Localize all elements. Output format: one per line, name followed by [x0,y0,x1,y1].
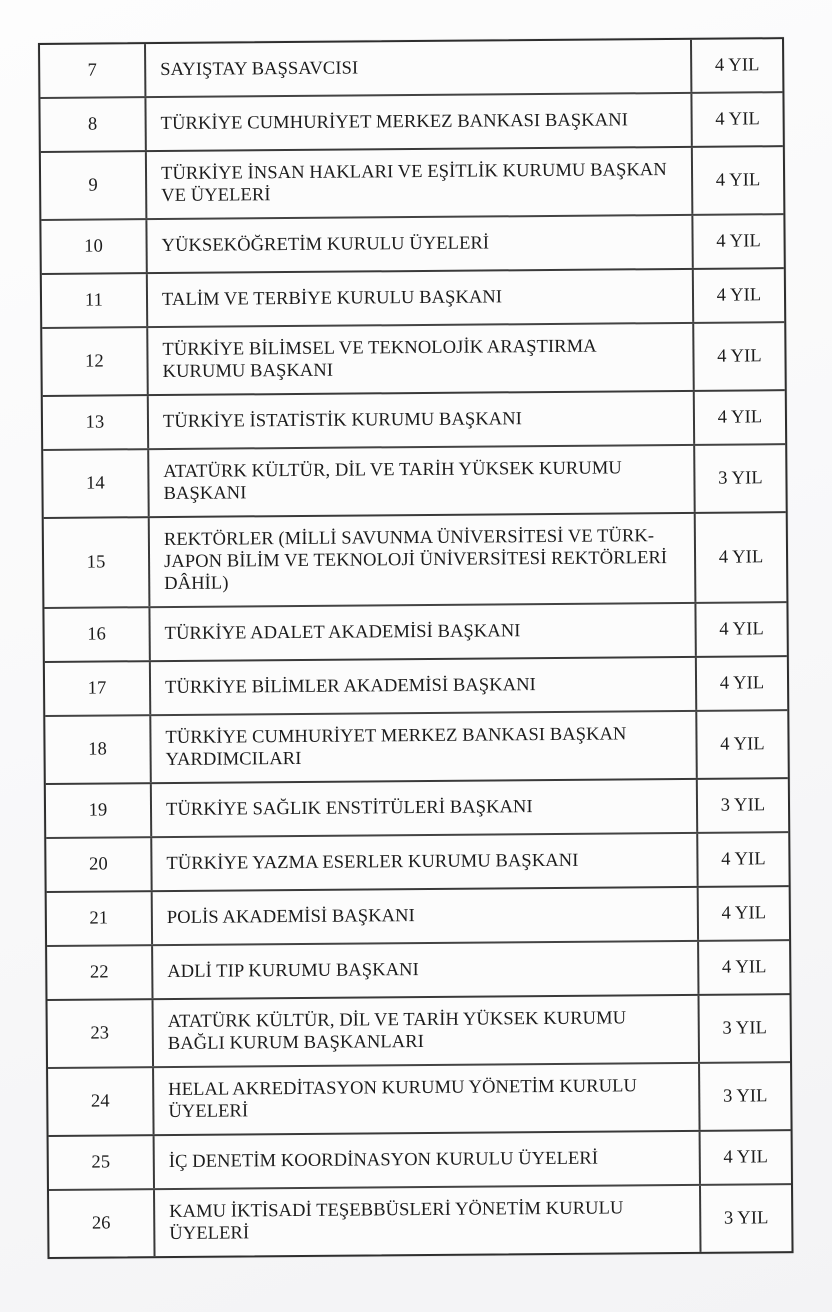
table-row [41,145,784,219]
row-duration-cell: 3 YIL [722,1018,768,1039]
row-number-cell: 7 [87,60,97,81]
row-duration-cell: 4 YIL [717,346,762,367]
table-row [46,831,788,891]
row-title-cell: TÜRKİYE YAZMA ESERLER KURUMU BAŞKANI [150,834,698,890]
row-number-cell: 19 [88,800,108,821]
row-title-cell: KAMU İKTİSADİ TEŞEBBÜSLERİ YÖNETİM KURULU ÜYELERİ [153,1186,702,1256]
table-row [41,213,783,273]
row-title-cell: TÜRKİYE BİLİMSEL VE TEKNOLOJİK ARAŞTIRMA KURUMU BAŞKANI [146,324,695,394]
row-title-cell: ATATÜRK KÜLTÜR, DİL VE TARİH YÜKSEK KURUMU BAŞKANI [147,446,696,516]
row-duration-cell: 4 YIL [719,619,764,640]
row-title-cell: HELAL AKREDİTASYON KURUMU YÖNETİM KURULU ÜYELERİ [152,1064,701,1134]
table-row [45,709,788,783]
row-number-cell: 11 [84,290,104,311]
row-number-cell: 8 [87,114,98,135]
row-number-cell: 24 [90,1091,110,1112]
table-row [42,321,785,395]
row-title-cell: POLİS AKADEMİSİ BAŞKANI [151,888,699,944]
row-number-cell: 13 [85,412,105,433]
row-number-cell: 17 [87,678,107,699]
row-number-cell: 25 [91,1152,111,1173]
row-title-cell: SAYIŞTAY BAŞSAVCISI [144,40,692,96]
scanned-page [38,37,790,1259]
table-row [49,1183,792,1257]
row-title-cell: REKTÖRLER (MİLLİ SAVUNMA ÜNİVERSİTESİ VE TÜRK-JAPON BİLİM VE TEKNOLOJİ ÜNİVERSİTESİ REKTÖRLERİ DÂHİL) [148,514,697,606]
table-row [40,39,782,97]
row-number-cell: 26 [91,1213,111,1234]
row-duration-cell: 4 YIL [716,231,761,252]
table-row [48,993,791,1067]
table-row [48,1061,791,1135]
row-title-cell: TÜRKİYE ADALET AKADEMİSİ BAŞKANI [148,604,696,660]
row-title-cell: TÜRKİYE CUMHURİYET MERKEZ BANKASI BAŞKAN YARDIMCILARI [149,712,698,782]
table-row [40,91,782,151]
row-duration-cell: 3 YIL [720,795,766,816]
row-duration-cell: 4 YIL [720,734,765,755]
row-duration-cell: 4 YIL [721,903,767,924]
row-number-cell: 21 [89,908,109,929]
row-title-cell: TÜRKİYE CUMHURİYET MERKEZ BANKASI BAŞKANI [144,94,692,150]
row-title-cell: TÜRKİYE İNSAN HAKLARI VE EŞİTLİK KURUMU BAŞKAN VE ÜYELERİ [145,148,694,218]
row-duration-cell: 3 YIL [718,468,763,489]
row-title-cell: TÜRKİYE İSTATİSTİK KURUMU BAŞKANI [147,392,695,448]
table-row [44,511,787,607]
row-number-cell: 23 [90,1023,110,1044]
positions-term-table [38,37,794,1259]
row-number-cell: 18 [88,739,107,760]
row-number-cell: 22 [89,962,109,983]
table-row [44,601,786,661]
row-number-cell: 15 [86,552,106,573]
table-row [42,267,784,327]
row-number-cell: 14 [86,473,105,494]
row-duration-cell: 4 YIL [721,849,766,870]
row-duration-cell: 4 YIL [723,1147,769,1168]
row-duration-cell: 4 YIL [716,285,762,306]
row-number-cell: 20 [89,854,108,875]
row-duration-cell: 4 YIL [715,170,761,191]
row-number-cell: 10 [84,236,104,257]
row-title-cell: İÇ DENETİM KOORDİNASYON KURULU ÜYELERİ [153,1132,701,1188]
row-title-cell: ATATÜRK KÜLTÜR, DİL VE TARİH YÜKSEK KURUMU BAĞLI KURUM BAŞKANLARI [152,996,701,1066]
row-duration-cell: 3 YIL [722,1086,768,1107]
table-row [43,389,785,449]
table-row [49,1129,791,1189]
table-row [46,777,788,837]
row-title-cell: TALİM VE TERBİYE KURULU BAŞKANI [146,270,694,326]
row-duration-cell: 4 YIL [717,407,763,428]
table-row [47,885,789,945]
row-duration-cell: 3 YIL [723,1208,769,1229]
row-title-cell: YÜKSEKÖĞRETİM KURULU ÜYELERİ [145,216,693,272]
table-row [43,443,786,517]
row-duration-cell: 4 YIL [715,109,760,130]
row-duration-cell: 4 YIL [719,673,765,694]
table-row [47,939,789,999]
row-title-cell: TÜRKİYE SAĞLIK ENSTİTÜLERİ BAŞKANI [150,780,698,836]
row-duration-cell: 4 YIL [721,957,767,978]
table-row [45,655,787,715]
row-title-cell: ADLİ TIP KURUMU BAŞKANI [151,942,699,998]
row-duration-cell: 4 YIL [714,55,760,76]
row-title-cell: TÜRKİYE BİLİMLER AKADEMİSİ BAŞKANI [149,658,697,714]
row-number-cell: 16 [87,624,107,645]
row-number-cell: 12 [85,351,104,372]
row-duration-cell: 4 YIL [718,547,764,568]
row-number-cell: 9 [88,175,98,196]
